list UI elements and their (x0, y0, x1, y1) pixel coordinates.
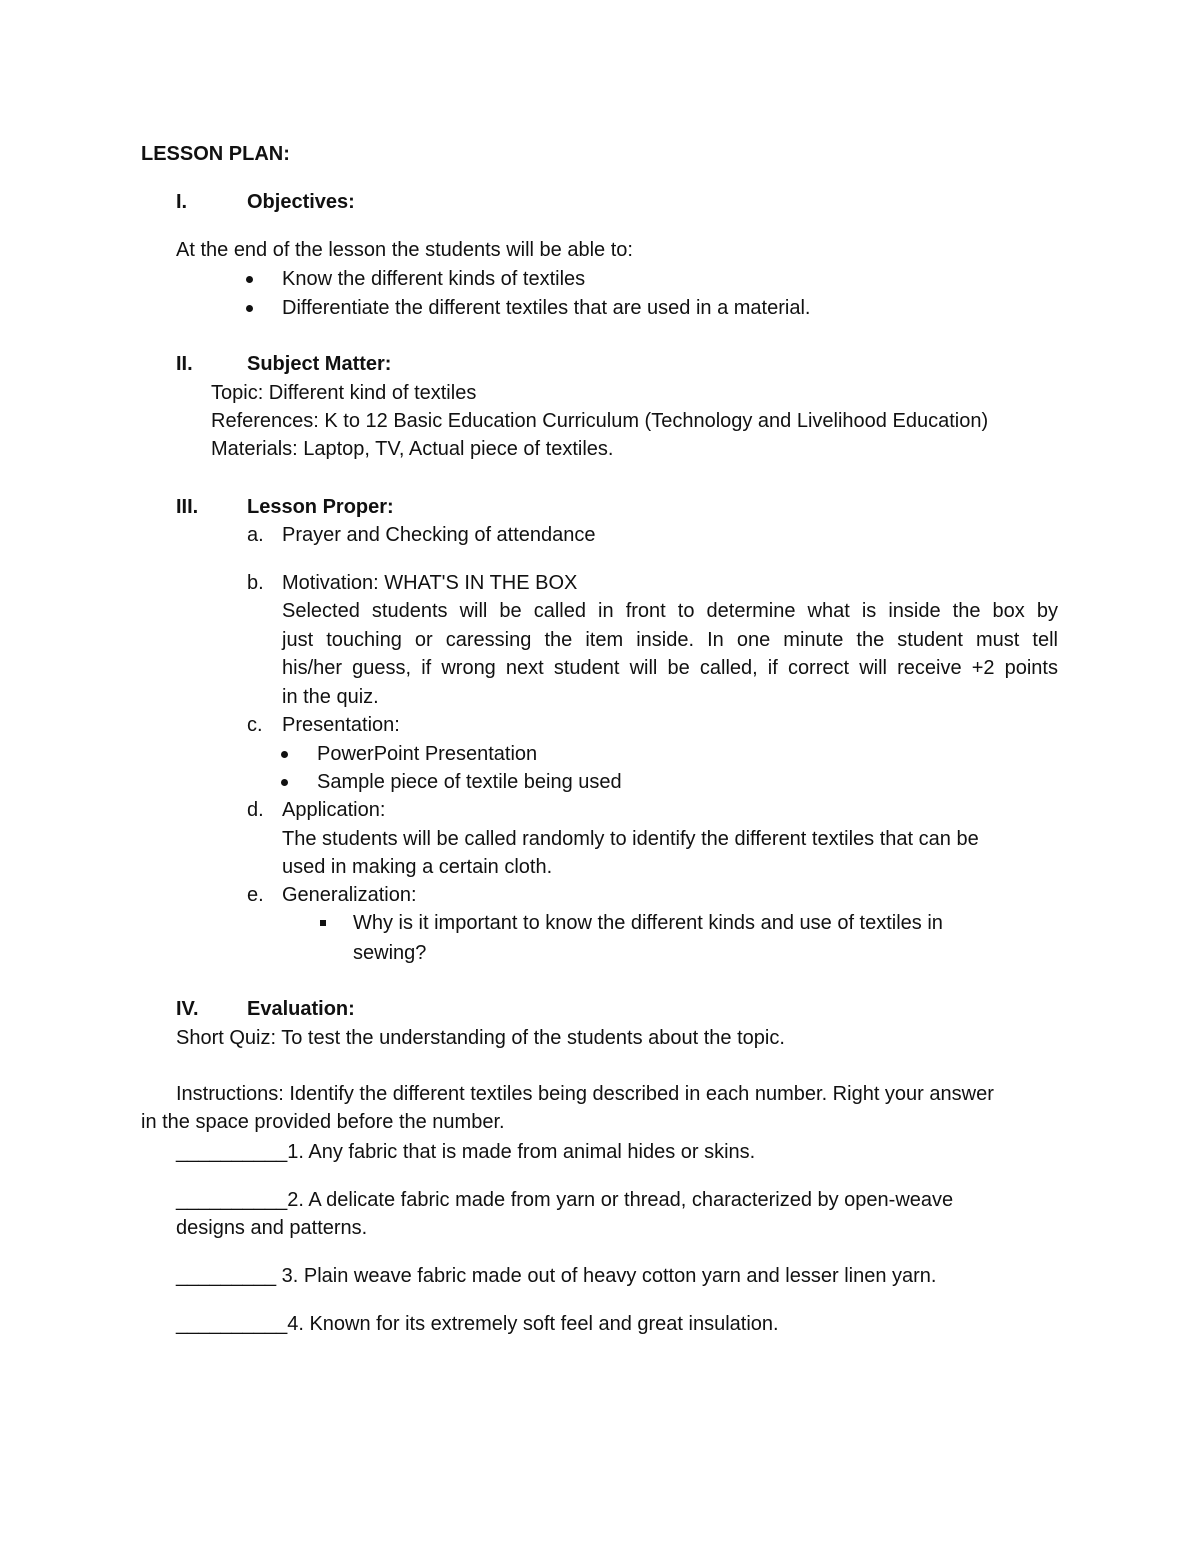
list-letter: a. (247, 524, 264, 546)
section-number-objectives: I. (176, 191, 188, 213)
application-item: Application: (282, 799, 386, 821)
motivation-line: his/her guess, if wrong next student will be called, if correct will receive +2 points (282, 657, 1058, 679)
section-number-proper: III. (176, 496, 199, 518)
motivation-item: Motivation: WHAT'S IN THE BOX (282, 572, 578, 594)
section-number-evaluation: IV. (176, 998, 199, 1020)
quiz-question-2-cont: designs and patterns. (176, 1217, 368, 1239)
subject-references: References: K to 12 Basic Education Curriculum (Technology and Livelihood Education) (211, 410, 989, 432)
section-number-subject: II. (176, 353, 193, 375)
generalization-question-cont: sewing? (353, 942, 427, 964)
subject-topic: Topic: Different kind of textiles (211, 382, 477, 404)
application-line: used in making a certain cloth. (282, 856, 553, 878)
application-line: The students will be called randomly to identify the different textiles that can be (282, 828, 979, 850)
presentation-item: Presentation: (282, 714, 400, 736)
objective-item: Know the different kinds of textiles (282, 268, 586, 290)
presentation-sub-item: PowerPoint Presentation (317, 743, 538, 765)
list-letter: c. (247, 714, 263, 736)
prayer-item: Prayer and Checking of attendance (282, 524, 596, 546)
quiz-question-4: __________4. Known for its extremely soft feel and great insulation. (176, 1313, 779, 1335)
motivation-line: just touching or caressing the item inside. In one minute the student must tell (282, 629, 1058, 651)
section-heading-subject: Subject Matter: (247, 353, 392, 375)
list-letter: d. (247, 799, 264, 821)
generalization-question: Why is it important to know the different kinds and use of textiles in (353, 912, 943, 934)
motivation-line: Selected students will be called in front to determine what is inside the box by (282, 600, 1058, 622)
instructions-text-cont: in the space provided before the number. (141, 1111, 505, 1133)
page-title: LESSON PLAN: (141, 143, 290, 165)
list-letter: b. (247, 572, 264, 594)
section-heading-evaluation: Evaluation: (247, 998, 355, 1020)
objectives-intro: At the end of the lesson the students will be able to: (176, 239, 633, 261)
subject-materials: Materials: Laptop, TV, Actual piece of textiles. (211, 438, 614, 460)
objective-item: Differentiate the different textiles that are used in a material. (282, 297, 811, 319)
section-heading-objectives: Objectives: (247, 191, 355, 213)
presentation-sub-item: Sample piece of textile being used (317, 771, 622, 793)
instructions-text: Instructions: Identify the different textiles being described in each number. Right your answer (176, 1083, 994, 1105)
short-quiz-text: Short Quiz: To test the understanding of the students about the topic. (176, 1027, 785, 1049)
list-letter: e. (247, 884, 264, 906)
motivation-line: in the quiz. (282, 686, 379, 708)
generalization-item: Generalization: (282, 884, 417, 906)
quiz-question-2: __________2. A delicate fabric made from yarn or thread, characterized by open-weave (176, 1189, 954, 1211)
quiz-question-3: _________ 3. Plain weave fabric made out of heavy cotton yarn and lesser linen yarn. (176, 1265, 937, 1287)
quiz-question-1: __________1. Any fabric that is made from animal hides or skins. (176, 1141, 756, 1163)
section-heading-proper: Lesson Proper: (247, 496, 394, 518)
